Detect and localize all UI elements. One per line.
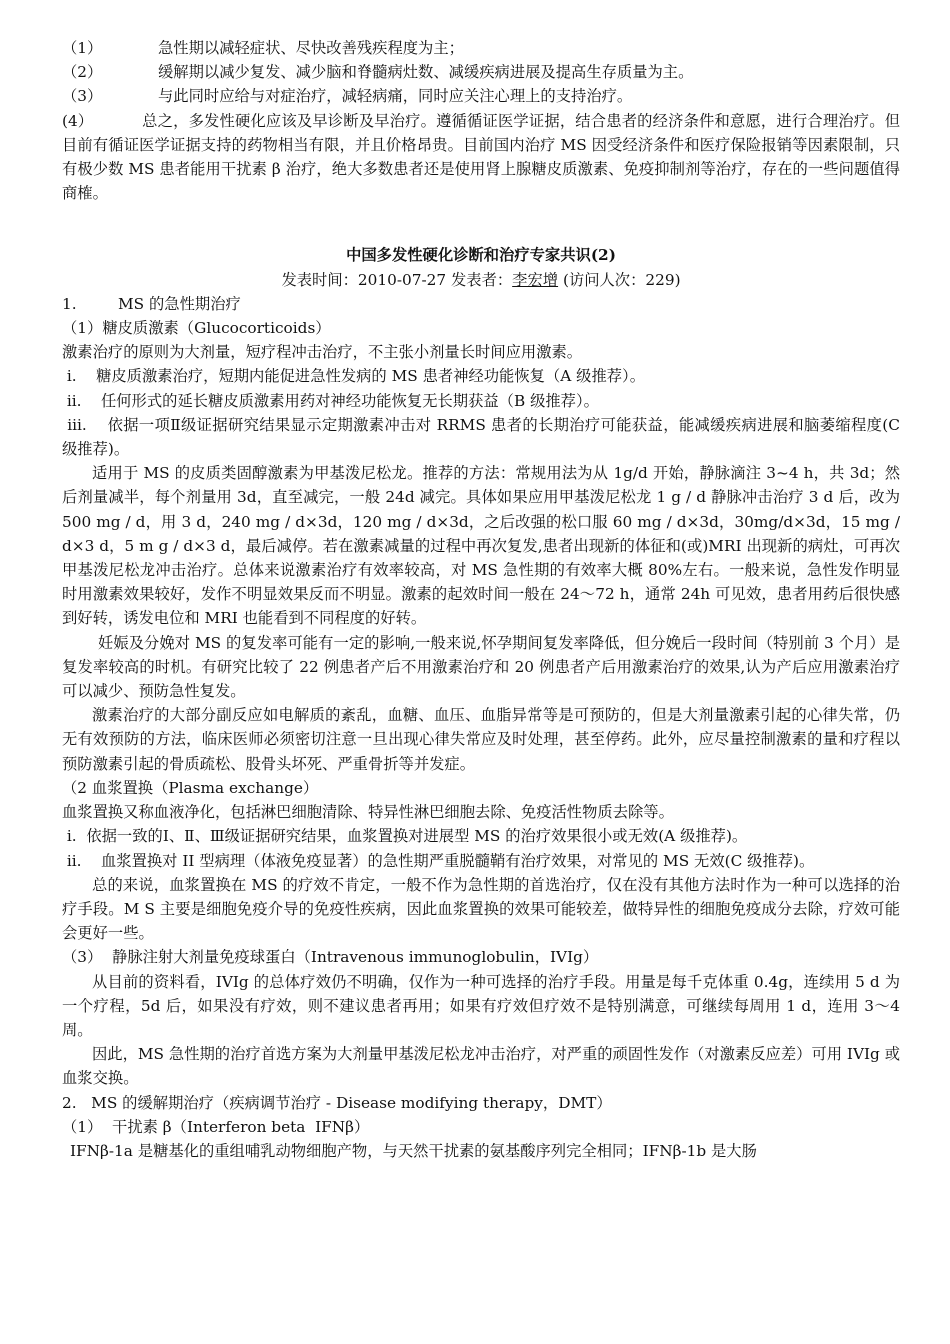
recommendation-iii: iii. 依据一项Ⅱ级证据研究结果显示定期激素冲击对 RRMS 患者的长期治疗可能获益，能减缓疾病进展和脑萎缩程度(C 级推荐)。 bbox=[62, 415, 905, 459]
subsection-ivig: （3） 静脉注射大剂量免疫球蛋白（Intravenous immunoglobulin，IVIg） bbox=[62, 948, 599, 967]
paragraph-plasma: 血浆置换又称血液净化，包括淋巴细胞清除、特异性淋巴细胞去除、免疫活性物质去除等。 bbox=[62, 803, 674, 822]
plasma-recommendation-ii: ii. 血浆置换对 II 型病理（体液免疫显著）的急性期严重脱髓鞘有治疗效果，对常见的 MS 无效(C 级推荐)。 bbox=[62, 851, 815, 870]
paragraph-interferon: IFNβ-1a 是糖基化的重组哺乳动物细胞产物，与天然干扰素的氨基酸序列完全相同；IFNβ-1b 是大肠 bbox=[70, 1141, 757, 1160]
paragraph-pregnancy: 妊娠及分娩对 MS 的复发率可能有一定的影响,一般来说,怀孕期间复发率降低，但分娩后一段时间（特别前 3 个月）是复发率较高的时机。有研究比较了 22 例患者产后不用激素治疗和 20 例患者产后用激素治疗的效果,认为产后应用激素治疗可以减少、预防急性复发。 bbox=[62, 633, 900, 701]
recommendation-i: i. 糖皮质激素治疗，短期内能促进急性发病的 MS 患者神经功能恢复（A 级推荐）。 bbox=[62, 367, 645, 386]
intro-item-2-number: （2） bbox=[62, 63, 103, 82]
paragraph-side-effects: 激素治疗的大部分副反应如电解质的紊乱，血糖、血压、血脂异常等是可预防的，但是大剂量激素引起的心律失常，仍无有效预防的方法，临床医师必须密切注意一旦出现心律失常应及时处理，甚至停药。此外，应尽量控制激素的量和疗程以预防激素引起的骨质疏松、股骨头坏死、严重骨折等并发症。 bbox=[62, 706, 900, 773]
visit-count: (访问人次：229) bbox=[558, 270, 681, 289]
section-1-heading bbox=[62, 292, 900, 316]
intro-item-4-text: 总之，多发性硬化应该及早诊断及早治疗。遵循循证医学证据，结合患者的经济条件和意愿，进行合理治疗。但目前有循证医学证据支持的药物相当有限，并且价格昂贵。目前国内治疗 MS 因受经济条件和医疗保险报销等因素限制，只有极少数 MS 患者能用干扰素 β 治疗，绝大多数患者还是使用肾上腺糖皮质激素、免疫抑制剂等治疗，存在的一些问题值得商榷。 bbox=[62, 111, 900, 203]
subsection-glucocorticoids: （1）糖皮质激素（Glucocorticoids） bbox=[62, 319, 331, 338]
subsection-plasma-exchange: （2 血浆置换（Plasma exchange） bbox=[62, 778, 319, 797]
publish-info: 发表时间：2010-07-27 发表者： bbox=[281, 270, 513, 289]
intro-item-2-text: 缓解期以减少复发、减少脑和脊髓病灶数、减缓疾病进展及提高生存质量为主。 bbox=[158, 63, 694, 82]
intro-item-1-number: （1） bbox=[62, 39, 103, 57]
intro-item-4-number: (4） bbox=[62, 111, 93, 130]
author-link[interactable]: 李宏增 bbox=[512, 270, 559, 289]
plasma-recommendation-i: i. 依据一致的Ⅰ、Ⅱ、Ⅲ级证据研究结果，血浆置换对进展型 MS 的治疗效果很小或无效(A 级推荐)。 bbox=[62, 827, 748, 846]
paragraph-ivig: 从目前的资料看，IVIg 的总体疗效仍不明确，仅作为一种可选择的治疗手段。用量是每千克体重 0.4g，连续用 5 d 为一个疗程，5d 后，如果没有疗效，则不建议患者再用；如果有疗效但疗效不是特别满意，可继续每周用 1 d，连用 3～4 周。 bbox=[62, 972, 900, 1039]
subsection-interferon: （1） 干扰素 β（Interferon beta IFNβ） bbox=[62, 1117, 370, 1136]
intro-item-1-text: 急性期以减轻症状、尽快改善残疾程度为主； bbox=[158, 39, 464, 57]
section-1-number: 1. bbox=[62, 294, 77, 313]
intro-item-4 bbox=[62, 109, 900, 206]
paragraph-principle: 激素治疗的原则为大剂量，短疗程冲击治疗，不主张小剂量长时间应用激素。 bbox=[62, 343, 583, 362]
paragraph-method: 适用于 MS 的皮质类固醇激素为甲基泼尼松龙。推荐的方法：常规用法为从 1g/d 开始，静脉滴注 3~4 h，共 3d；然后剂量减半，每个剂量用 3d，直至减完，一般 24d 减完。具体如果应用甲基泼尼松龙 1 g / d 静脉冲击治疗 3 d 后，改为 500 mg / d，用 3 d，240 mg / d×3d，120 mg / d×3d，之后改强的松口服 60 mg / d×3d，30mg/d×3d，15 mg / d×3 d，5 m g / d×3 d，最后减停。若在激素减量的过程中再次复发,患者出现新的体征和(或)MRI 出现新的病灶，可再次甲基泼尼松龙冲击治疗。总体来说激素治疗有效率较高，对 MS 急性期的有效率大概 80%左右。一般来说，急性发作明显时用激素效果较好，发作不明显效果反而不明显。激素的起效时间一般在 24～72 h，通常 24h 可见效，患者用药后很快感到好转，诱发电位和 MRI 也能看到不同程度的好转。 bbox=[62, 464, 900, 628]
recommendation-ii: ii. 任何形式的延长糖皮质激素用药对神经功能恢复无长期获益（B 级推荐）。 bbox=[62, 391, 599, 410]
section-spacer bbox=[62, 205, 900, 243]
section-1-title: MS 的急性期治疗 bbox=[118, 294, 241, 313]
intro-item-3 bbox=[62, 84, 900, 108]
section-2-heading: 2. MS 的缓解期治疗（疾病调节治疗 - Disease modifying therapy，DMT） bbox=[62, 1093, 612, 1112]
article-meta bbox=[62, 268, 900, 292]
intro-item-3-number: （3） bbox=[62, 87, 103, 106]
intro-item-1 bbox=[62, 36, 900, 60]
paragraph-plasma-summary: 总的来说，血浆置换在 MS 的疗效不肯定，一般不作为急性期的首选治疗，仅在没有其他方法时作为一种可以选择的治疗手段。M S 主要是细胞免疫介导的免疫性疾病，因此血浆置换的效果可能较差，做特异性的细胞免疫成分去除，疗效可能会更好一些。 bbox=[62, 875, 900, 943]
paragraph-conclusion: 因此，MS 急性期的治疗首选方案为大剂量甲基泼尼松龙冲击治疗，对严重的顽固性发作（对激素反应差）可用 IVIg 或血浆交换。 bbox=[62, 1045, 900, 1088]
article-title: 中国多发性硬化诊断和治疗专家共识(2) bbox=[346, 246, 616, 265]
intro-item-2 bbox=[62, 60, 900, 84]
document-page bbox=[62, 36, 905, 1163]
intro-item-3-text: 与此同时应给与对症治疗，减轻病痛，同时应关注心理上的支持治疗。 bbox=[158, 87, 633, 106]
